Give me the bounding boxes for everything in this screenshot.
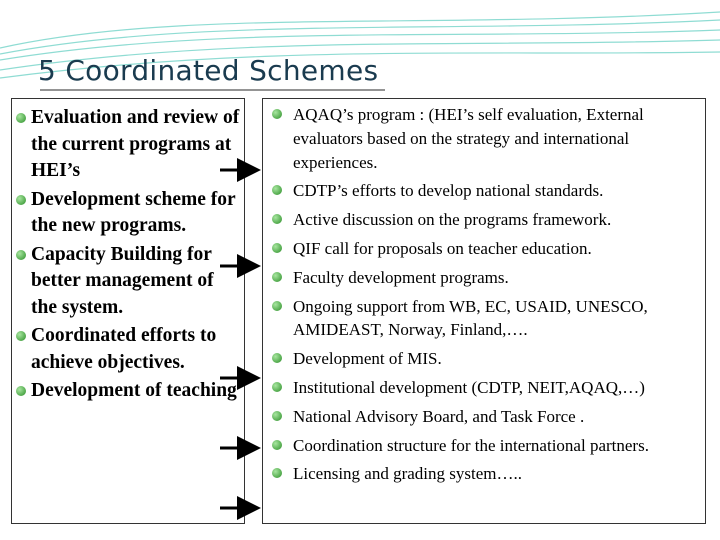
- bullet-icon: [272, 411, 282, 421]
- right-list-item: [263, 295, 705, 343]
- right-list-item: [263, 237, 705, 261]
- right-item-text: National Advisory Board, and Task Force .: [293, 406, 585, 426]
- right-list-item: [263, 405, 705, 429]
- bullet-icon: [16, 250, 26, 260]
- left-item-text: Coordinated efforts to achieve objectives.: [31, 325, 217, 373]
- bullet-icon: [16, 386, 26, 396]
- right-item-text: AQAQ’s program : (HEI’s self evaluation, External evaluators based on the strategy and international experiences.: [293, 105, 644, 172]
- bullet-icon: [272, 353, 282, 363]
- right-item-text: CDTP’s efforts to develop national standards.: [293, 181, 604, 201]
- bullet-icon: [272, 272, 282, 282]
- right-item-text: Faculty development programs.: [293, 267, 509, 287]
- right-item-text: Licensing and grading system…..: [293, 464, 522, 484]
- left-list-item: [12, 323, 244, 376]
- right-list-item: [263, 179, 705, 203]
- right-list-item: [263, 103, 705, 174]
- left-list-item: [12, 105, 244, 185]
- bullet-icon: [16, 331, 26, 341]
- left-item-text: Capacity Building for better management of the system.: [31, 243, 214, 318]
- left-list: [12, 99, 244, 405]
- left-item-text: Development scheme for the new programs.: [31, 188, 236, 236]
- left-list-item: [12, 187, 244, 240]
- left-list-item: [12, 242, 244, 322]
- page-title: 5 Coordinated Schemes: [38, 54, 379, 87]
- bullet-icon: [16, 195, 26, 205]
- left-item-text: Development of teaching: [31, 380, 237, 401]
- bullet-icon: [272, 214, 282, 224]
- right-list: [263, 99, 705, 486]
- bullet-icon: [272, 301, 282, 311]
- bullet-icon: [272, 185, 282, 195]
- right-item-text: Ongoing support from WB, EC, USAID, UNESCO, AMIDEAST, Norway, Finland,….: [293, 296, 648, 340]
- right-list-item: [263, 376, 705, 400]
- bullet-icon: [272, 109, 282, 119]
- bullet-icon: [272, 243, 282, 253]
- right-item-text: Institutional development (CDTP, NEIT,AQAQ,…): [293, 377, 645, 397]
- right-list-item: [263, 266, 705, 290]
- right-list-item: [263, 347, 705, 371]
- right-list-item: [263, 208, 705, 232]
- bullet-icon: [16, 113, 26, 123]
- bullet-icon: [272, 440, 282, 450]
- bullet-icon: [272, 468, 282, 478]
- right-item-text: Coordination structure for the international partners.: [293, 435, 649, 455]
- left-item-text: Evaluation and review of the current programs at HEI’s: [31, 107, 240, 181]
- left-list-item: [12, 378, 244, 405]
- right-item-text: QIF call for proposals on teacher education.: [293, 238, 592, 258]
- right-list-item: [263, 434, 705, 458]
- right-item-text: Development of MIS.: [293, 349, 442, 369]
- left-panel: [11, 98, 245, 524]
- right-list-item: [263, 462, 705, 486]
- right-item-text: Active discussion on the programs framework.: [293, 210, 612, 230]
- right-panel: [262, 98, 706, 524]
- bullet-icon: [272, 382, 282, 392]
